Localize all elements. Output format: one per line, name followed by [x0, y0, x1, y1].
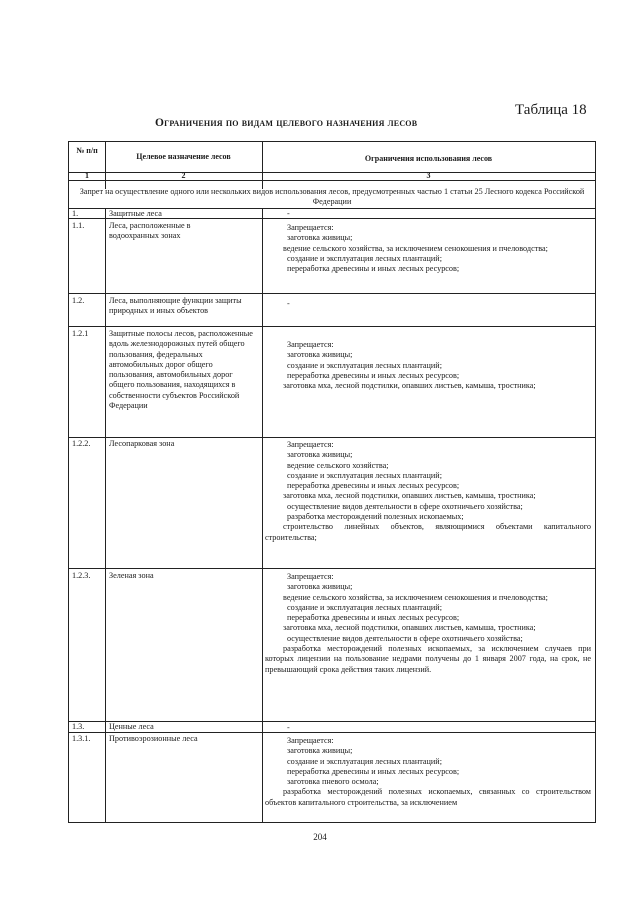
restriction-line: переработка древесины и иных лесных ресурсов; — [287, 370, 460, 380]
restriction-line: Запрещается: — [287, 736, 334, 745]
row-purpose: Леса, выполняющие функции защиты природных и иных объектов — [109, 296, 242, 316]
restriction-line: создание и эксплуатация лесных плантаций; — [287, 470, 442, 480]
row-num: 1.3.1. — [72, 734, 91, 743]
restriction-line: переработка древесины и иных лесных ресурсов; — [287, 481, 460, 491]
restriction-line: создание и эксплуатация лесных плантаций; — [287, 253, 442, 263]
row-restriction: - — [287, 723, 290, 732]
row-num: 1.1. — [72, 221, 85, 230]
restriction-line: осуществление видов деятельности в сфере охотничьего хозяйства; — [287, 501, 523, 511]
row-num: 1.2.2. — [72, 439, 91, 448]
header-num-3: 3 — [426, 171, 431, 180]
restriction-line: заготовка живицы; — [287, 233, 353, 243]
restriction-line: разработка месторождений полезных ископаемых, связанных со строительством объектов капитального строительства, за исключением — [265, 787, 591, 807]
restriction-line: строительство линейных объектов, являющимися объектами капитального строительства; — [265, 522, 591, 542]
row-num: 1. — [72, 209, 79, 218]
row-purpose: Леса, расположенные в водоохранных зонах — [109, 221, 191, 241]
restriction-line: заготовка живицы; — [287, 582, 353, 592]
row-restrictions — [265, 572, 591, 675]
restriction-line: заготовка пневого осмола; — [287, 777, 379, 787]
intro-text: Запрет на осуществление одного или нескольких видов использования лесов, предусмотренных частью 1 статьи 25 Лесного кодекса Российской Федерации — [79, 187, 585, 207]
page-number: 204 — [313, 832, 327, 842]
header-num-1: 1 — [85, 171, 89, 180]
header-col-num: № п/п — [76, 146, 98, 155]
restriction-line: заготовка живицы; — [287, 746, 353, 756]
table-title — [155, 117, 525, 129]
row-restrictions — [265, 736, 591, 808]
restrictions-table — [68, 141, 596, 823]
restriction-line: ведение сельского хозяйства; — [287, 460, 389, 470]
row-restrictions — [265, 340, 591, 391]
restriction-line: заготовка живицы; — [287, 350, 353, 360]
restriction-line: разработка месторождений полезных ископаемых, за исключением случаев при которых лицензии на пользование недрами получены до 1 января 2007 года, на срок, не превышающий срока действия таких лицензий. — [265, 644, 591, 674]
header-num-2: 2 — [181, 171, 186, 180]
table-title-text: Ограничения по видам целевого назначения лесов — [155, 117, 418, 129]
row-purpose: Противоэрозионные леса — [109, 734, 198, 743]
row-num: 1.2.1 — [72, 329, 89, 338]
row-purpose: Защитные леса — [109, 209, 162, 218]
row-purpose: Лесопарковая зона — [109, 439, 175, 448]
row-num: 1.3. — [72, 722, 85, 731]
header-col-purpose: Целевое назначение лесов — [136, 152, 231, 161]
restriction-line: заготовка мха, лесной подстилки, опавших листьев, камыша, тростника; — [283, 623, 536, 633]
restriction-line: ведение сельского хозяйства, за исключением сенокошения и пчеловодства; — [283, 592, 548, 602]
restriction-line: Запрещается: — [287, 223, 334, 232]
restriction-line: Запрещается: — [287, 340, 334, 349]
restriction-line: переработка древесины и иных лесных ресурсов; — [287, 613, 460, 623]
restriction-line: создание и эксплуатация лесных плантаций; — [287, 756, 442, 766]
restriction-line: разработка месторождений полезных ископаемых; — [287, 512, 464, 522]
table-label: Таблица 18 — [515, 102, 587, 118]
row-purpose: Ценные леса — [109, 722, 154, 731]
restriction-line: ведение сельского хозяйства, за исключением сенокошения и пчеловодства; — [283, 243, 548, 253]
restriction-line: заготовка живицы; — [287, 450, 353, 460]
restriction-line: заготовка мха, лесной подстилки, опавших листьев, камыша, тростника; — [283, 381, 536, 391]
row-restriction: - — [287, 209, 290, 218]
row-restriction: - — [287, 299, 290, 308]
restriction-line: Запрещается: — [287, 572, 334, 581]
restriction-line: переработка древесины и иных лесных ресурсов; — [287, 766, 460, 776]
row-purpose: Зеленая зона — [109, 571, 154, 580]
restriction-line: создание и эксплуатация лесных плантаций; — [287, 360, 442, 370]
row-restrictions — [265, 223, 591, 274]
header-col-restrictions: Ограничения использования лесов — [364, 154, 493, 163]
restriction-line: Запрещается: — [287, 440, 334, 449]
row-num: 1.2.3. — [72, 571, 91, 580]
restriction-line: осуществление видов деятельности в сфере охотничьего хозяйства; — [287, 633, 523, 643]
restriction-line: переработка древесины и иных лесных ресурсов; — [287, 264, 460, 274]
restriction-line: создание и эксплуатация лесных плантаций; — [287, 602, 442, 612]
restriction-line: заготовка мха, лесной подстилки, опавших листьев, камыша, тростника; — [283, 491, 536, 501]
row-restrictions — [265, 440, 591, 543]
row-purpose: Защитные полосы лесов, расположенные вдоль железнодорожных путей общего пользования, федеральных автомобильных дорог общего пользования, автомобильных дорог общего пользования, находящихся в собственности субъектов Российской Федерации — [109, 329, 253, 411]
row-num: 1.2. — [72, 296, 85, 305]
